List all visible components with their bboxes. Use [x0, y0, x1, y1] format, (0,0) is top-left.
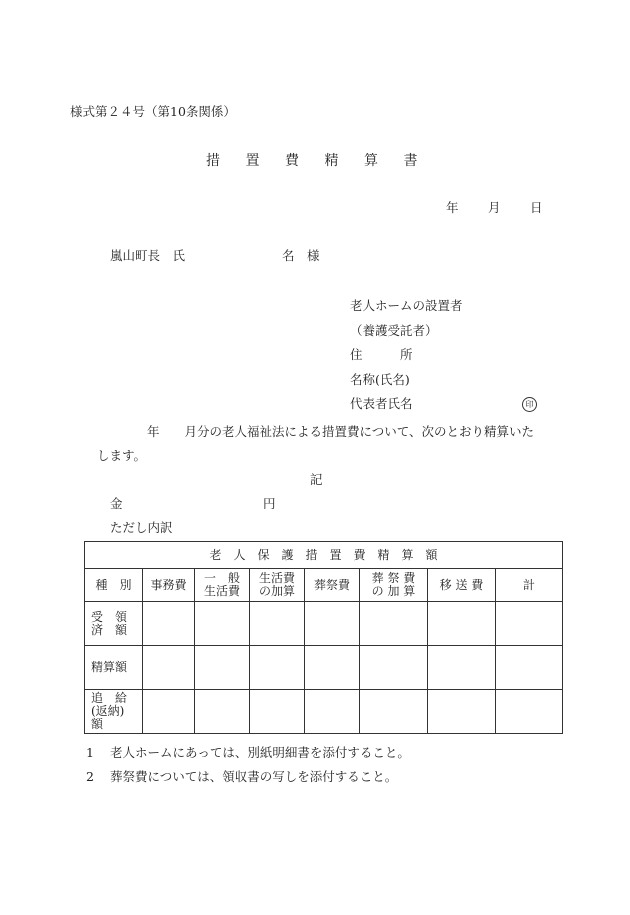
title-char: 算: [364, 153, 378, 169]
row-additional-line2: (返納): [91, 704, 125, 718]
cell-empty[interactable]: [305, 646, 360, 690]
cell-empty[interactable]: [195, 646, 250, 690]
date-day: 日: [530, 200, 543, 215]
cell-empty[interactable]: [195, 602, 250, 646]
col-funeral-add: [360, 569, 428, 602]
title-char: 精: [324, 153, 339, 169]
applicant-address: 住 所: [350, 347, 413, 362]
settlement-table: [84, 541, 563, 734]
document-title: [206, 150, 443, 170]
body-text-line1: 年 月分の老人福祉法による措置費について、次のとおり精算いた: [147, 424, 535, 439]
table-row: [85, 690, 563, 734]
amount-line: [110, 494, 276, 512]
row-additional-line1: 追 給: [91, 691, 128, 705]
table-row: [85, 646, 563, 690]
date-year: 年: [446, 200, 459, 215]
cell-empty[interactable]: [496, 690, 563, 734]
col-funeral-add-line1: 葬 祭 費: [371, 571, 416, 585]
title-char: 書: [403, 153, 418, 169]
col-funeral-add-line2: の 加 算: [371, 584, 416, 598]
col-transfer: 移 送 費: [428, 569, 496, 602]
col-living-line2: 生活費: [203, 584, 240, 598]
row-received: [85, 602, 143, 646]
cell-empty[interactable]: [360, 602, 428, 646]
amount-label: 金: [110, 496, 123, 511]
notes: [86, 745, 410, 793]
cell-empty[interactable]: [496, 646, 563, 690]
row-additional-line3: 額: [91, 717, 104, 731]
col-living-add-line1: 生活費: [258, 571, 295, 585]
cell-empty[interactable]: [250, 602, 305, 646]
cell-empty[interactable]: [360, 690, 428, 734]
row-received-line1: 受 領: [91, 609, 128, 624]
amount-unit: 円: [263, 496, 276, 511]
cell-empty[interactable]: [250, 646, 305, 690]
cell-empty[interactable]: [143, 646, 195, 690]
table-row: [85, 602, 563, 646]
cell-empty[interactable]: [143, 690, 195, 734]
cell-empty[interactable]: [360, 646, 428, 690]
cell-empty[interactable]: [428, 690, 496, 734]
col-total: 計: [496, 569, 563, 602]
cell-empty[interactable]: [143, 602, 195, 646]
col-funeral: 葬祭費: [305, 569, 360, 602]
note-item: [86, 769, 410, 793]
col-office: 事務費: [143, 569, 195, 602]
title-char: 置: [245, 153, 260, 169]
applicant-line1: 老人ホームの設置者: [350, 298, 463, 313]
cell-empty[interactable]: [496, 602, 563, 646]
row-additional: [85, 690, 143, 734]
note-number: 2: [86, 769, 94, 784]
note-item: [86, 745, 410, 769]
cell-empty[interactable]: [250, 690, 305, 734]
cell-empty[interactable]: [428, 602, 496, 646]
applicant-line2: （養護受託者）: [350, 322, 438, 338]
applicant-block: [350, 298, 463, 421]
title-char: 措: [206, 153, 220, 169]
col-living-add-line2: の加算: [258, 584, 295, 598]
cell-empty[interactable]: [305, 602, 360, 646]
row-settlement: 精算額: [85, 646, 143, 690]
row-received-line2: 済 額: [91, 622, 128, 637]
note-number: 1: [86, 745, 94, 760]
applicant-rep: 代表者氏名: [350, 396, 413, 411]
addressee: [110, 246, 320, 264]
date-month: 月: [488, 200, 501, 215]
seal-mark: 印: [522, 397, 537, 412]
table-header: 老 人 保 護 措 置 費 精 算 額: [85, 542, 563, 569]
cell-empty[interactable]: [195, 690, 250, 734]
breakdown-label: ただし内訳: [110, 520, 173, 535]
title-char: 費: [285, 153, 299, 169]
applicant-name: 名称(氏名): [350, 371, 410, 387]
note-text: 老人ホームにあっては、別紙明細書を添付すること。: [110, 745, 410, 760]
note-text: 葬祭費については、領収書の写しを添付すること。: [110, 769, 398, 784]
form-number: 様式第２４号（第10条関係）: [70, 104, 236, 119]
col-living-line1: 一 般: [203, 571, 240, 585]
addressee-suffix: 名 様: [282, 248, 320, 263]
col-living-add: [250, 569, 305, 602]
col-kind: 種 別: [85, 569, 143, 602]
date-line: [446, 198, 543, 216]
col-living: [195, 569, 250, 602]
cell-empty[interactable]: [428, 646, 496, 690]
cell-empty[interactable]: [305, 690, 360, 734]
ki-mark: 記: [310, 472, 323, 487]
addressee-prefix: 嵐山町長 氏: [110, 248, 186, 263]
body-text-line2: します。: [97, 448, 147, 463]
